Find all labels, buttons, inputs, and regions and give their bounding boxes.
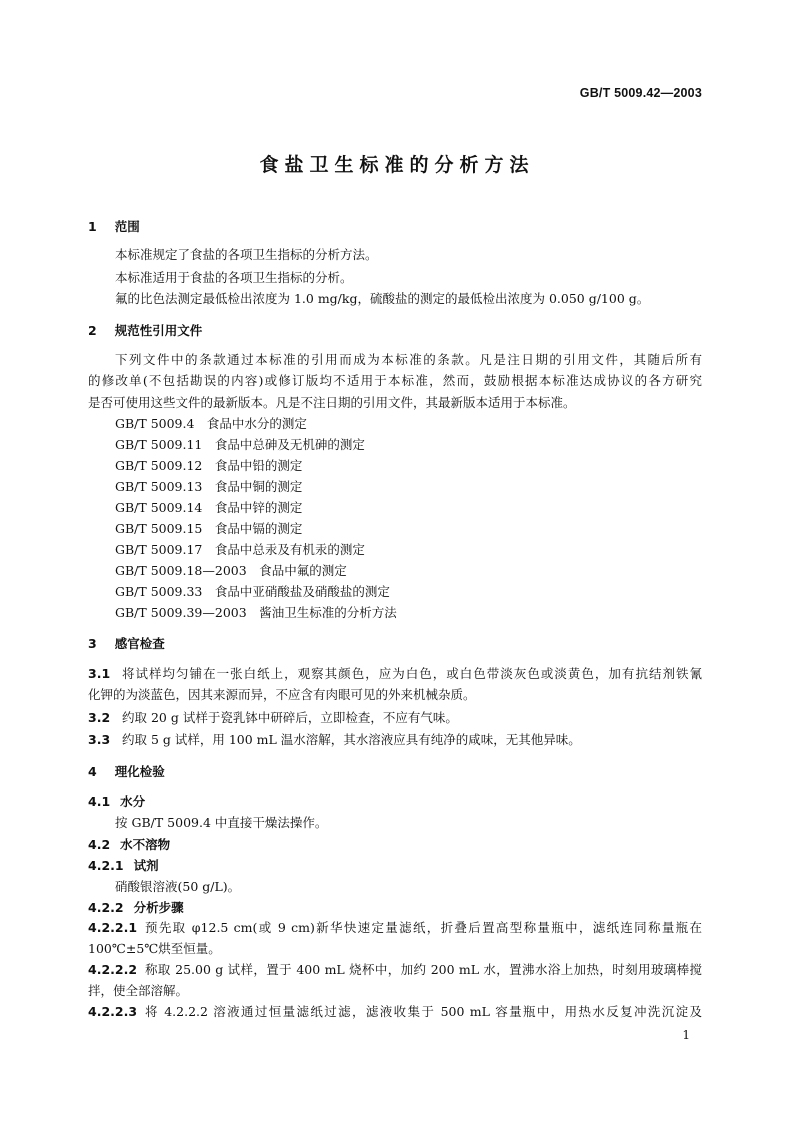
paragraph: 本标准适用于食盐的各项卫生指标的分析。 <box>115 270 353 285</box>
clause-number: 3.3 <box>88 732 111 747</box>
paragraph: 硝酸银溶液(50 g/L)。 <box>115 879 241 894</box>
standard-number: GB/T 5009.42—2003 <box>579 86 702 100</box>
clause-number: 4.1 <box>88 794 111 809</box>
clause-4-2-heading <box>88 837 170 853</box>
clause-number: 3.2 <box>88 710 111 725</box>
clause-text: 将 4.2.2.2 溶液通过恒量滤纸过滤，滤液收集于 500 mL 容量瓶中，用热水反复冲洗沉淀及 <box>145 1004 702 1019</box>
section-3-heading <box>88 636 165 652</box>
reference-item: GB/T 5009.15 食品中镉的测定 <box>115 521 303 536</box>
clause-number: 4.2.2.2 <box>88 962 138 977</box>
clause-text: 约取 20 g 试样于瓷乳钵中研碎后，立即检查，不应有气味。 <box>122 710 458 725</box>
clause-title: 试剂 <box>133 858 159 873</box>
section-title: 范围 <box>114 219 140 234</box>
clause-text: 约取 5 g 试样，用 100 mL 温水溶解，其水溶液应具有纯净的咸味，无其他异味。 <box>122 732 581 747</box>
section-number: 2 <box>88 323 97 338</box>
reference-item: GB/T 5009.13 食品中铜的测定 <box>115 479 303 494</box>
section-title: 理化检验 <box>114 764 165 779</box>
reference-item: GB/T 5009.33 食品中亚硝酸盐及硝酸盐的测定 <box>115 584 390 599</box>
page-number: 1 <box>682 1028 690 1042</box>
clause-number: 4.2 <box>88 837 111 852</box>
reference-item: GB/T 5009.11 食品中总砷及无机砷的测定 <box>115 437 365 452</box>
paragraph: 下列文件中的条款通过本标准的引用而成为本标准的条款。凡是注日期的引用文件，其随后所有 <box>115 352 702 367</box>
section-4-heading <box>88 764 165 780</box>
section-title: 规范性引用文件 <box>114 323 203 338</box>
paragraph: 按 GB/T 5009.4 中直接干燥法操作。 <box>115 815 328 830</box>
reference-item: GB/T 5009.17 食品中总汞及有机汞的测定 <box>115 542 365 557</box>
clause-text: 化钾的为淡蓝色，因其来源而异，不应含有肉眼可见的外来机械杂质。 <box>88 687 476 702</box>
clause-number: 3.1 <box>88 666 111 681</box>
section-number: 1 <box>88 219 97 234</box>
section-number: 4 <box>88 764 97 779</box>
clause-4-2-2-heading <box>88 900 184 916</box>
section-1-heading <box>88 219 140 235</box>
clause-number: 4.2.2.3 <box>88 1004 138 1019</box>
reference-item: GB/T 5009.4 食品中水分的测定 <box>115 416 307 431</box>
reference-item: GB/T 5009.14 食品中锌的测定 <box>115 500 303 515</box>
clause-4-1-heading <box>88 794 145 810</box>
clause-number: 4.2.2 <box>88 900 124 915</box>
clause-text: 100℃±5℃烘至恒量。 <box>88 941 221 956</box>
clause-title: 水不溶物 <box>120 837 171 852</box>
paragraph: 是否可使用这些文件的最新版本。凡是不注日期的引用文件，其最新版本适用于本标准。 <box>88 395 576 410</box>
section-2-heading <box>88 323 202 339</box>
clause-4-2-1-heading <box>88 858 159 874</box>
clause-4-2-2-1 <box>88 920 702 936</box>
clause-number: 4.2.1 <box>88 858 124 873</box>
paragraph: 氟的比色法测定最低检出浓度为 1.0 mg/kg，硫酸盐的测定的最低检出浓度为 0.050 g/100 g。 <box>115 291 650 306</box>
clause-text: 称取 25.00 g 试样，置于 400 mL 烧杯中，加约 200 mL 水，置沸水浴上加热，时刻用玻璃棒搅 <box>145 962 702 977</box>
reference-item: GB/T 5009.18—2003 食品中氟的测定 <box>115 563 347 578</box>
clause-4-2-2-2 <box>88 962 702 978</box>
clause-title: 分析步骤 <box>133 900 184 915</box>
reference-item: GB/T 5009.12 食品中铅的测定 <box>115 458 303 473</box>
clause-text: 将试样均匀铺在一张白纸上，观察其颜色，应为白色，或白色带淡灰色或淡黄色，加有抗结剂铁氰 <box>122 666 702 681</box>
document-title: 食盐卫生标准的分析方法 <box>259 154 535 176</box>
reference-item: GB/T 5009.39—2003 酱油卫生标准的分析方法 <box>115 605 397 620</box>
section-title: 感官检查 <box>114 636 165 651</box>
clause-4-2-2-3 <box>88 1004 702 1020</box>
paragraph: 的修改单(不包括勘误的内容)或修订版均不适用于本标准，然而，鼓励根据本标准达成协议的各方研究 <box>88 373 702 388</box>
clause-text: 预先取 φ12.5 cm(或 9 cm)新华快速定量滤纸，折叠后置高型称量瓶中，滤纸连同称量瓶在 <box>145 920 702 935</box>
section-number: 3 <box>88 636 97 651</box>
clause-3-3 <box>88 732 581 748</box>
clause-3-1 <box>88 666 702 682</box>
clause-text: 拌，使全部溶解。 <box>88 983 189 998</box>
clause-3-2 <box>88 710 458 726</box>
clause-title: 水分 <box>120 794 146 809</box>
paragraph: 本标准规定了食盐的各项卫生指标的分析方法。 <box>115 247 378 262</box>
clause-number: 4.2.2.1 <box>88 920 138 935</box>
